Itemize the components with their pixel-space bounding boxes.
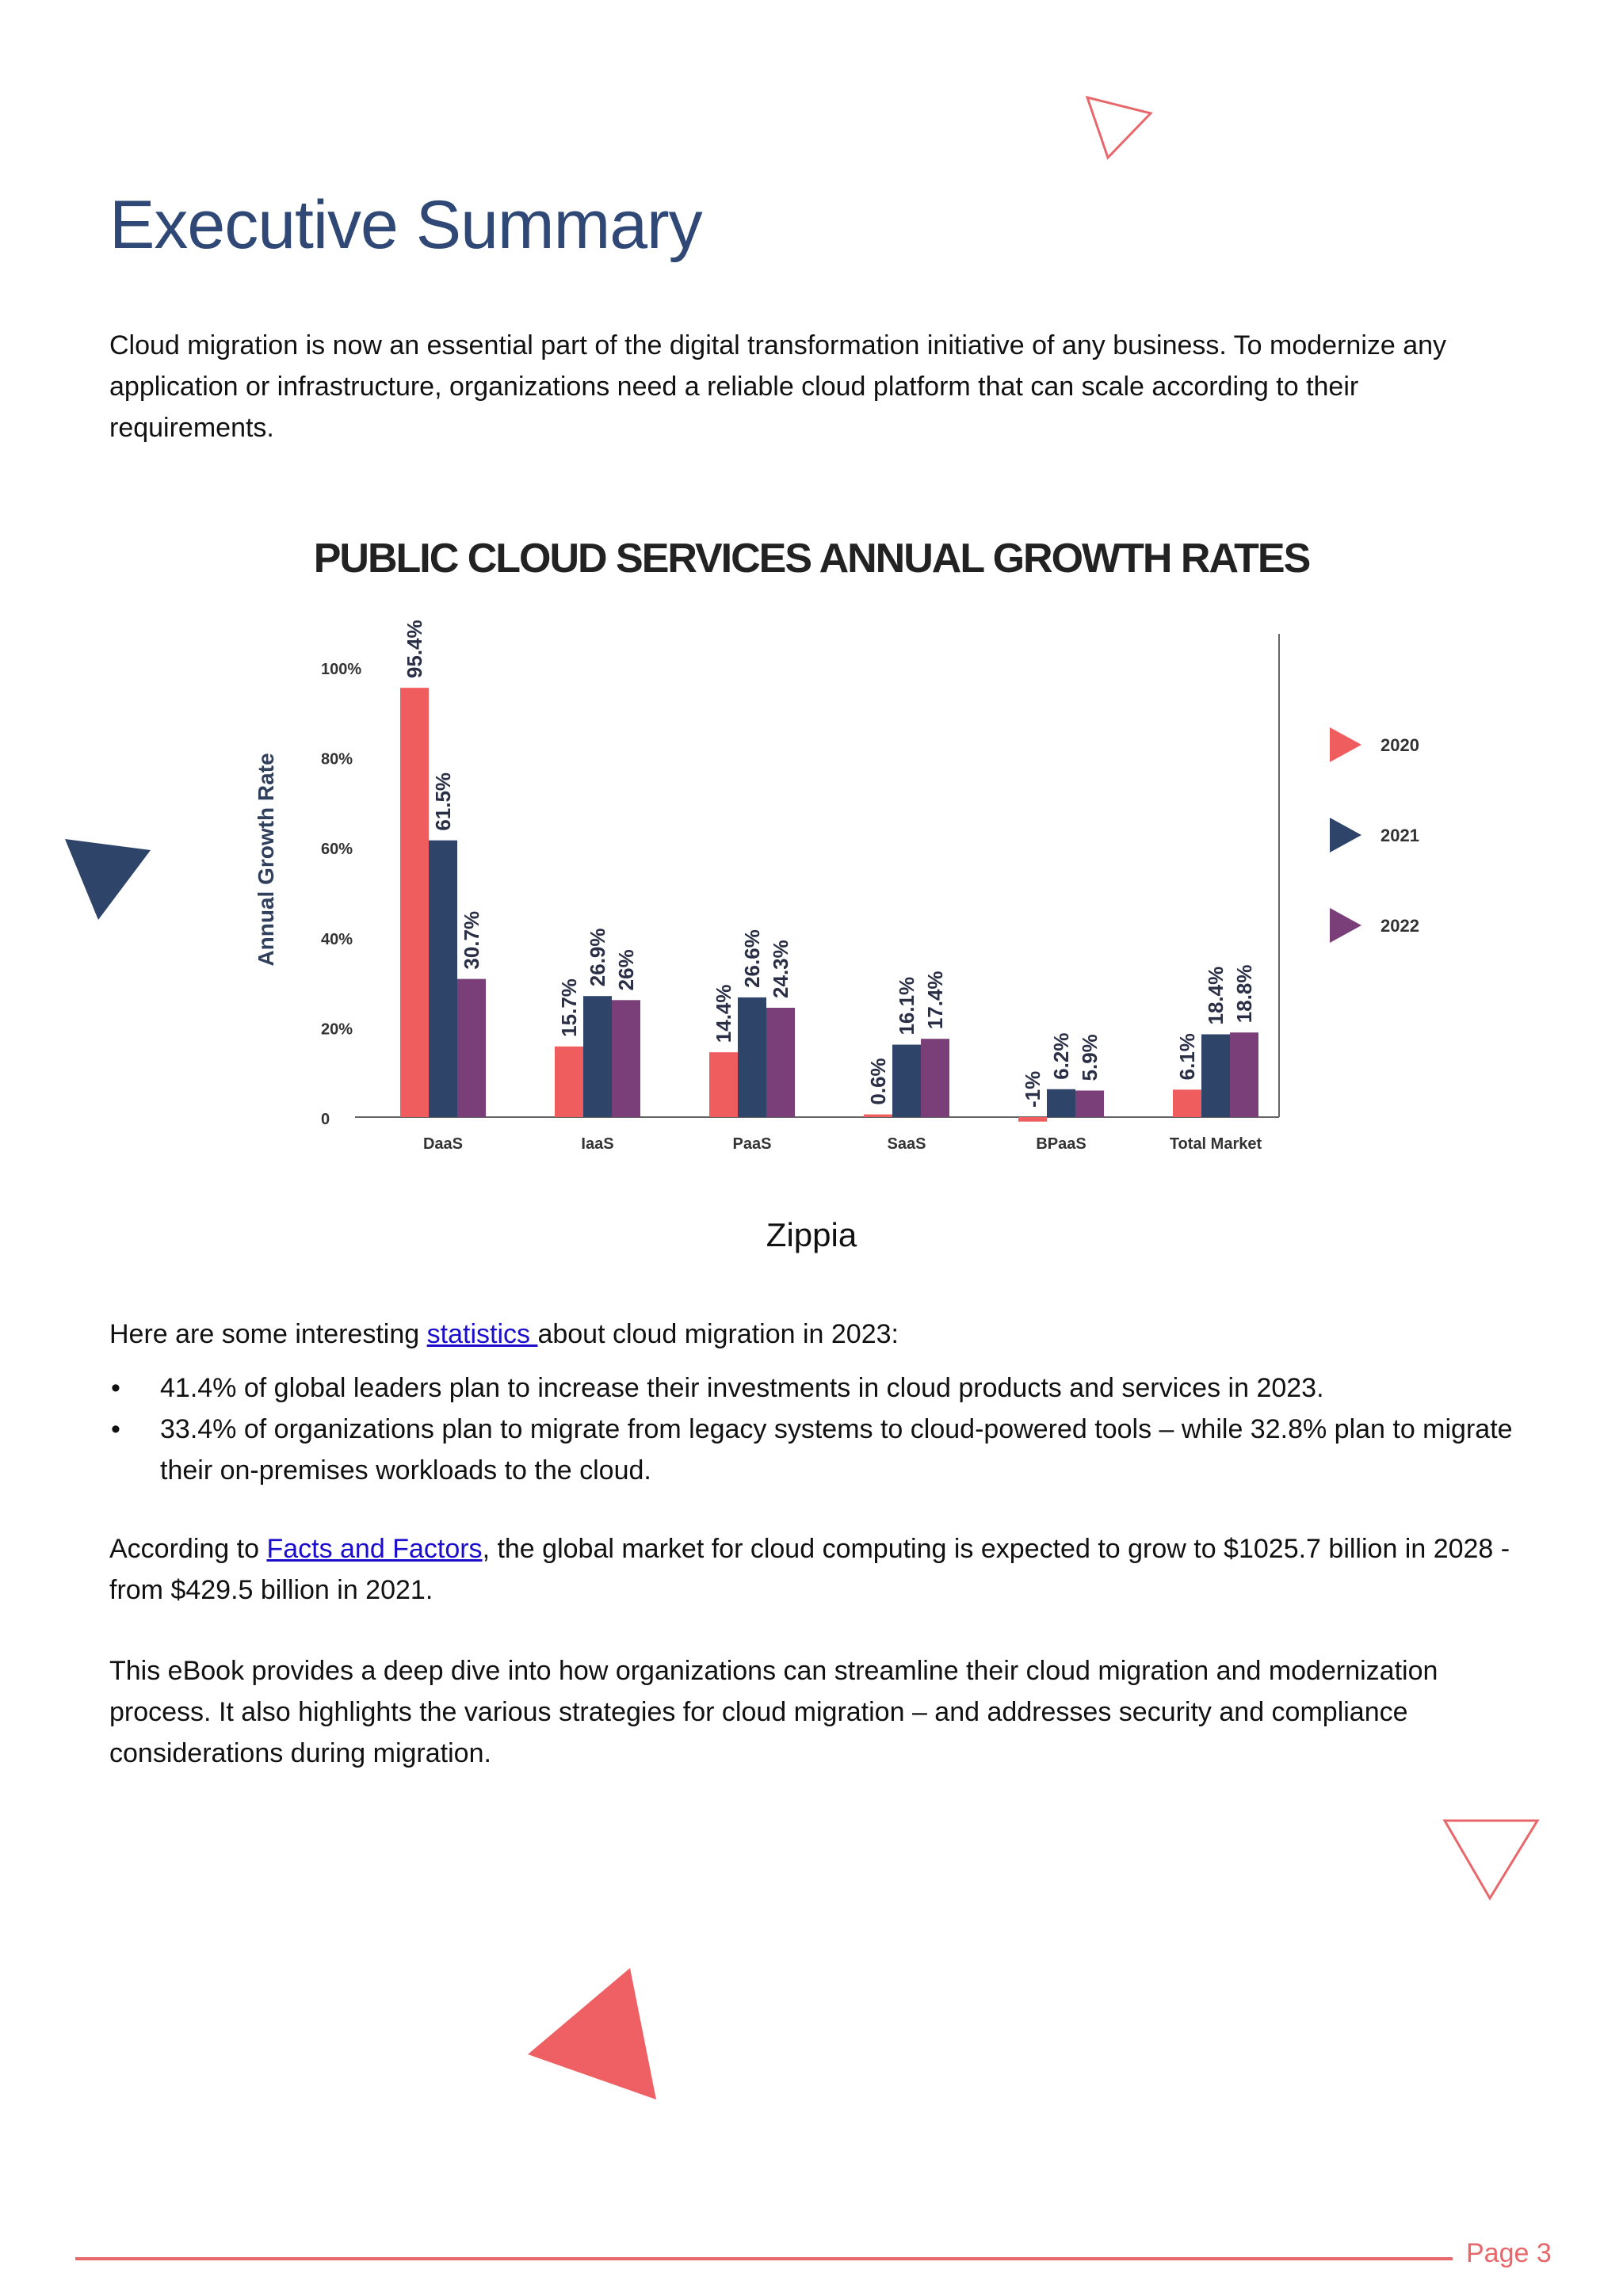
legend-marker: [1330, 818, 1361, 852]
x-tick-label: SaaS: [887, 1135, 926, 1153]
x-tick-label: BPaaS: [1036, 1135, 1086, 1153]
facts-and-factors-link[interactable]: Facts and Factors: [266, 1534, 483, 1564]
market-before: According to: [109, 1534, 267, 1564]
data-label: -1%: [1021, 1070, 1044, 1108]
data-label: 18.8%: [1232, 964, 1256, 1024]
chart-legend: [1330, 727, 1419, 943]
list-item: [109, 1367, 1528, 1409]
bar: [555, 1047, 583, 1117]
bar: [1230, 1032, 1258, 1117]
bar: [612, 1000, 640, 1117]
chart-caption: Zippia: [766, 1216, 857, 1253]
bar: [457, 979, 486, 1117]
data-label: 14.4%: [712, 984, 735, 1043]
data-label: 61.5%: [431, 772, 455, 831]
list-item-text: 41.4% of global leaders plan to increase their investments in cloud products and services in 2023.: [160, 1373, 1324, 1403]
statistics-intro: [109, 1314, 1528, 1355]
y-tick-label: 80%: [321, 750, 353, 769]
statistics-link[interactable]: statistics: [426, 1319, 538, 1349]
statistics-intro-before: Here are some interesting: [109, 1319, 427, 1349]
legend-label: 2021: [1381, 826, 1419, 845]
data-label: 16.1%: [895, 976, 918, 1035]
page-number: Page 3: [1466, 2238, 1552, 2268]
data-label: 6.1%: [1175, 1033, 1199, 1081]
bar: [1047, 1089, 1075, 1117]
bar: [921, 1039, 949, 1117]
data-label: 24.3%: [769, 940, 792, 998]
y-tick-label: 60%: [321, 841, 353, 859]
bar: [1173, 1089, 1201, 1117]
list-item-text: 33.4% of organizations plan to migrate from legacy systems to cloud-powered tools – while 32.8% plan to migrate their on-premises workloads to the cloud.: [160, 1414, 1513, 1486]
data-label: 15.7%: [557, 978, 581, 1037]
market-paragraph: [109, 1528, 1528, 1611]
bar: [429, 841, 457, 1117]
bar: [738, 997, 766, 1117]
legend-marker: [1330, 908, 1361, 943]
bar: [766, 1008, 795, 1117]
statistics-list: [109, 1367, 1528, 1491]
legend-marker: [1330, 727, 1361, 762]
intro-paragraph: Cloud migration is now an essential part of the digital transformation initiative of any business. To modernize any application or infrastructure, organizations need a reliable cloud platform that can scale according to their requirements.: [109, 330, 1447, 443]
market-after: , the global market for cloud computing is expected to grow to $1025.7 billion in 2028 - from $429.5 billion in 2021.: [109, 1534, 1510, 1605]
bullet-symbol: •: [111, 1373, 120, 1403]
data-label: 26.9%: [586, 928, 609, 987]
bar: [1075, 1090, 1104, 1117]
page-title: Executive Summary: [109, 187, 702, 263]
bar: [1201, 1034, 1230, 1117]
bullet-symbol: •: [111, 1414, 120, 1444]
chart-y-axis-label: Annual Growth Rate: [254, 753, 278, 967]
bar: [864, 1115, 892, 1117]
decorative-triangle-outline-top: [1078, 91, 1157, 162]
list-item: [109, 1409, 1528, 1491]
statistics-intro-after: about cloud migration in 2023:: [537, 1319, 899, 1349]
legend-label: 2020: [1381, 735, 1419, 755]
data-label: 30.7%: [460, 910, 483, 970]
x-tick-label: Total Market: [1169, 1135, 1262, 1153]
x-tick-label: DaaS: [422, 1135, 464, 1153]
data-label: 26.6%: [740, 929, 764, 988]
footer-divider: [75, 2257, 1453, 2260]
data-label: 17.4%: [923, 971, 947, 1030]
closing-paragraph: This eBook provides a deep dive into how organizations can streamline their cloud migration and modernization process. It also highlights the various strategies for cloud migration – and addresses security and compliance considerations during migration.: [109, 1656, 1438, 1768]
bar: [709, 1052, 738, 1117]
bar: [1018, 1117, 1047, 1122]
x-tick-label: PaaS: [732, 1135, 772, 1153]
bar: [400, 688, 429, 1117]
decorative-triangle-red-filled: [523, 1965, 662, 2103]
data-label: 6.2%: [1049, 1032, 1073, 1080]
data-label: 0.6%: [866, 1058, 890, 1105]
decorative-triangle-navy: [63, 836, 155, 923]
data-label: 95.4%: [403, 620, 426, 679]
growth-rate-chart: [230, 523, 1419, 1188]
data-label: 5.9%: [1078, 1034, 1102, 1081]
data-label: 26%: [614, 949, 638, 991]
chart-title: PUBLIC CLOUD SERVICES ANNUAL GROWTH RATES: [313, 536, 1310, 582]
bar: [583, 996, 612, 1117]
chart-data-labels: [403, 620, 1256, 1108]
data-label: 18.4%: [1204, 966, 1228, 1025]
y-tick-label: 0: [321, 1111, 330, 1128]
decorative-triangle-outline-bottom: [1438, 1814, 1541, 1905]
chart-bars: [400, 688, 1258, 1122]
y-tick-label: 40%: [321, 930, 353, 948]
y-tick-label: 20%: [321, 1020, 353, 1039]
legend-label: 2022: [1381, 916, 1419, 936]
x-tick-label: IaaS: [581, 1135, 614, 1153]
bar: [892, 1045, 921, 1117]
y-tick-label: 100%: [321, 661, 362, 678]
